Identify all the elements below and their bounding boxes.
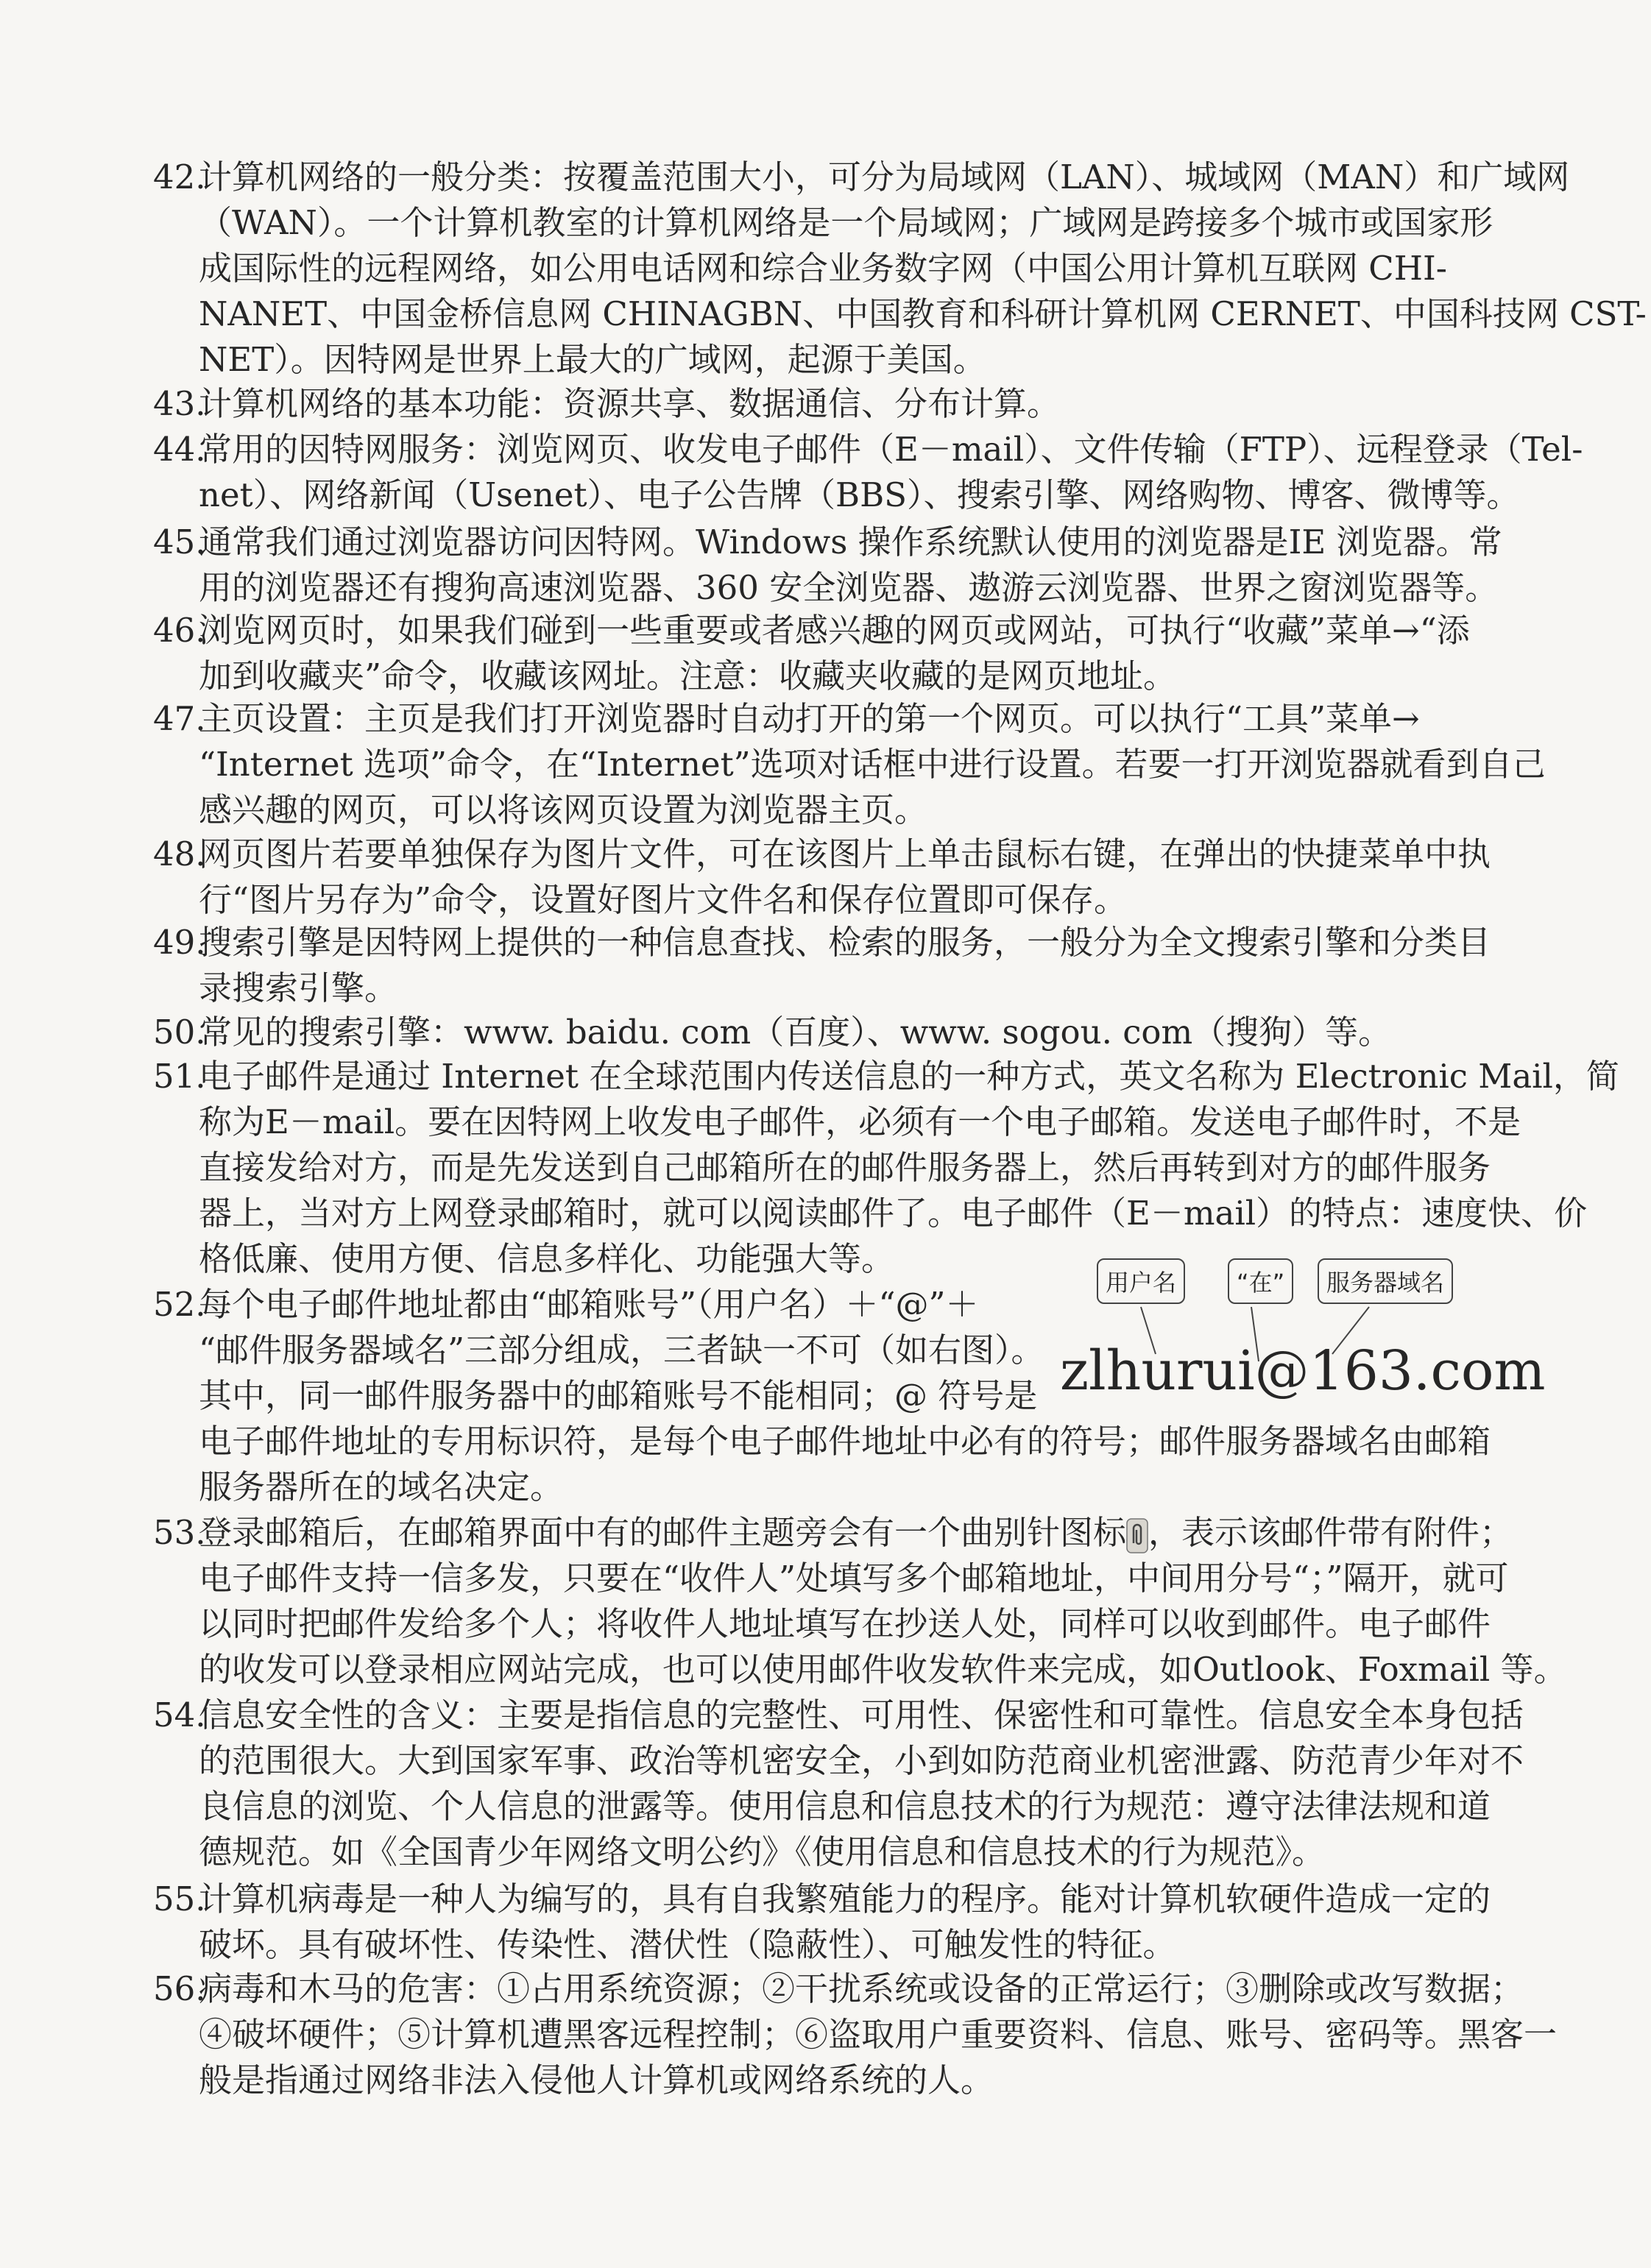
text-line: 称为E－mail。要在因特网上收发电子邮件，必须有一个电子邮箱。发送电子邮件时，不是 xyxy=(199,1102,1521,1141)
text-line: 直接发给对方，而是先发送到自己邮箱所在的邮件服务器上，然后再转到对方的邮件服务 xyxy=(199,1148,1491,1187)
item-54 xyxy=(153,1693,1524,1875)
item-number: 50. xyxy=(153,1013,206,1052)
item-number: 46. xyxy=(153,611,206,650)
text-line: 常用的因特网服务：浏览网页、收发电子邮件（E－mail）、文件传输（FTP）、远程登录（Tel- xyxy=(199,430,1583,469)
text-line: NANET、中国金桥信息网 CHINAGBN、中国教育和科研计算机网 CERNET、中国科技网 CST- xyxy=(199,294,1647,333)
text-line: 通常我们通过浏览器访问因特网。Windows 操作系统默认使用的浏览器是IE 浏览器。常 xyxy=(199,522,1502,561)
text-line: 电子邮件地址的专用标识符，是每个电子邮件地址中必有的符号；邮件服务器域名由邮箱 xyxy=(199,1422,1491,1461)
item-53 xyxy=(153,1510,1567,1693)
text-line-tail: ，表示该邮件带有附件； xyxy=(1148,1513,1513,1552)
text-line: 服务器所在的域名决定。 xyxy=(199,1467,564,1506)
text-line: 行“图片另存为”命令，设置好图片文件名和保存位置即可保存。 xyxy=(199,880,1128,919)
item-number: 53. xyxy=(153,1513,206,1552)
email-address-diagram xyxy=(1060,1258,1546,1450)
text-line: 器上，当对方上网登录邮箱时，就可以阅读邮件了。电子邮件（E－mail）的特点：速度快、价 xyxy=(199,1194,1588,1233)
text-line: 电子邮件支持一信多发，只要在“收件人”处填写多个邮箱地址，中间用分号“；”隔开，就可 xyxy=(199,1559,1509,1598)
label-at: “在” xyxy=(1228,1258,1293,1304)
item-number: 52. xyxy=(153,1285,206,1324)
email-address-example: zlhurui@163.com xyxy=(1060,1339,1546,1403)
label-username: 用户名 xyxy=(1097,1258,1185,1304)
text-line: 浏览网页时，如果我们碰到一些重要或者感兴趣的网页或网站，可执行“收藏”菜单→“添 xyxy=(199,611,1470,650)
item-49 xyxy=(153,920,1493,1011)
text-line: 德规范。如《全国青少年网络文明公约》《使用信息和信息技术的行为规范》。 xyxy=(199,1832,1326,1871)
text-line: 般是指通过网络非法入侵他人计算机或网络系统的人。 xyxy=(199,2060,994,2099)
text-line: 破坏。具有破坏性、传染性、潜伏性（隐蔽性）、可触发性的特征。 xyxy=(199,1925,1176,1964)
text-line: 登录邮箱后，在邮箱界面中有的邮件主题旁会有一个曲别针图标 xyxy=(199,1513,1127,1552)
text-line: 加到收藏夹”命令，收藏该网址。注意：收藏夹收藏的是网页地址。 xyxy=(199,656,1177,695)
text-line: 主页设置：主页是我们打开浏览器时自动打开的第一个网页。可以执行“工具”菜单→ xyxy=(199,699,1420,738)
item-number: 54. xyxy=(153,1695,206,1734)
paperclip-icon xyxy=(1126,1518,1148,1553)
item-number: 47. xyxy=(153,699,206,738)
text-line: 网页图片若要单独保存为图片文件，可在该图片上单击鼠标右键，在弹出的快捷菜单中执 xyxy=(199,834,1491,873)
text-line: 以同时把邮件发给多个人；将收件人地址填写在抄送人处，同样可以收到邮件。电子邮件 xyxy=(199,1604,1491,1643)
item-number: 48. xyxy=(153,834,206,873)
text-line: ④破坏硬件；⑤计算机遭黑客远程控制；⑥盗取用户重要资料、信息、账号、密码等。黑客一 xyxy=(199,2015,1558,2054)
item-number: 49. xyxy=(153,923,206,962)
text-line: 的范围很大。大到国家军事、政治等机密安全，小到如防范商业机密泄露、防范青少年对不 xyxy=(199,1741,1524,1780)
item-56 xyxy=(153,1966,1558,2103)
text-line: net）、网络新闻（Usenet）、电子公告牌（BBS）、搜索引擎、网络购物、博客、微博等。 xyxy=(199,475,1520,514)
text-line: 感兴趣的网页，可以将该网页设置为浏览器主页。 xyxy=(199,790,928,829)
item-43 xyxy=(153,381,1493,427)
text-line: “邮件服务器域名”三部分组成，三者缺一不可（如右图）。 xyxy=(199,1330,1044,1369)
item-55 xyxy=(153,1877,1493,1968)
text-line: （WAN）。一个计算机教室的计算机网络是一个局域网；广域网是跨接多个城市或国家形 xyxy=(199,203,1493,242)
text-line: 搜索引擎是因特网上提供的一种信息查找、检索的服务，一般分为全文搜索引擎和分类目 xyxy=(199,923,1491,962)
text-line: 电子邮件是通过 Internet 在全球范围内传送信息的一种方式，英文名称为 Electronic Mail，简 xyxy=(199,1057,1619,1096)
item-number: 43. xyxy=(153,384,206,423)
item-number: 44. xyxy=(153,430,206,469)
text-line: 计算机病毒是一种人为编写的，具有自我繁殖能力的程序。能对计算机软硬件造成一定的 xyxy=(199,1879,1491,1918)
item-46 xyxy=(153,608,1493,699)
item-number: 56. xyxy=(153,1969,206,2008)
text-line: 格低廉、使用方便、信息多样化、功能强大等。 xyxy=(199,1239,895,1278)
item-number: 45. xyxy=(153,522,206,561)
text-line: 信息安全性的含义：主要是指信息的完整性、可用性、保密性和可靠性。信息安全本身包括 xyxy=(199,1695,1524,1734)
text-line: 计算机网络的一般分类：按覆盖范围大小，可分为局域网（LAN）、城域网（MAN）和广域网 xyxy=(199,157,1570,196)
text-line: 良信息的浏览、个人信息的泄露等。使用信息和信息技术的行为规范：遵守法律法规和道 xyxy=(199,1787,1491,1826)
text-line: 其中，同一邮件服务器中的邮箱账号不能相同；@ 符号是 xyxy=(199,1376,1038,1415)
label-server-domain: 服务器域名 xyxy=(1318,1258,1453,1304)
item-51 xyxy=(153,1054,1619,1282)
text-line: 的收发可以登录相应网站完成，也可以使用邮件收发软件来完成，如Outlook、Foxmail 等。 xyxy=(199,1650,1567,1689)
item-48 xyxy=(153,832,1493,923)
item-42 xyxy=(153,155,1647,383)
item-50 xyxy=(153,1010,1493,1055)
item-44 xyxy=(153,427,1583,518)
text-line: 常见的搜索引擎：www. baidu. com（百度）、www. sogou. com（搜狗）等。 xyxy=(199,1013,1392,1052)
text-line: “Internet 选项”命令，在“Internet”选项对话框中进行设置。若要一打开浏览器就看到自己 xyxy=(199,745,1546,784)
item-number: 55. xyxy=(153,1879,206,1918)
text-line: 病毒和木马的危害：①占用系统资源；②干扰系统或设备的正常运行；③删除或改写数据； xyxy=(199,1969,1524,2008)
text-line: 成国际性的远程网络，如公用电话网和综合业务数字网（中国公用计算机互联网 CHI- xyxy=(199,249,1447,288)
text-line: 每个电子邮件地址都由“邮箱账号”（用户名）＋“@”＋ xyxy=(199,1285,979,1324)
text-line: 计算机网络的基本功能：资源共享、数据通信、分布计算。 xyxy=(199,384,1061,423)
text-line: 录搜索引擎。 xyxy=(199,968,398,1007)
text-line: NET）。因特网是世界上最大的广域网，起源于美国。 xyxy=(199,340,986,379)
text-line: 用的浏览器还有搜狗高速浏览器、360 安全浏览器、遨游云浏览器、世界之窗浏览器等。 xyxy=(199,568,1499,607)
item-47 xyxy=(153,696,1546,833)
item-number: 42. xyxy=(153,157,206,196)
item-number: 51. xyxy=(153,1057,206,1096)
item-45 xyxy=(153,520,1502,611)
